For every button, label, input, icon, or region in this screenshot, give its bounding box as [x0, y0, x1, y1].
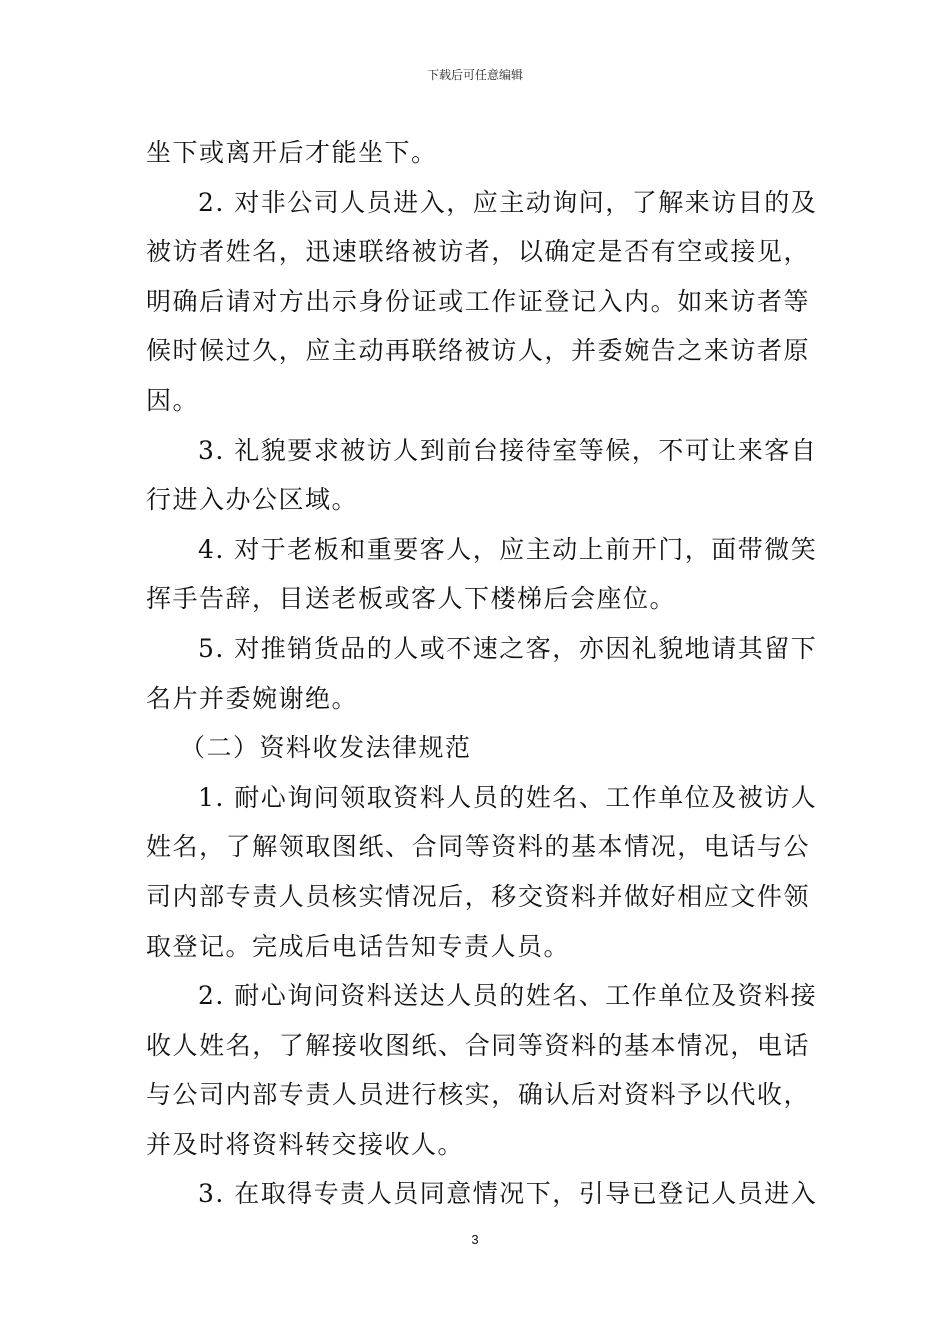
text-line: 与公司内部专责人员进行核实，确认后对资料予以代收， [146, 1080, 810, 1110]
text-line: 姓名，了解领取图纸、合同等资料的基本情况，电话与公 [146, 832, 810, 862]
text-line: 挥手告辞，目送老板或客人下楼梯后会座位。 [146, 584, 677, 614]
section-heading: （二）资料收发法律规范 [180, 733, 472, 763]
text-line: 被访者姓名，迅速联络被访者，以确定是否有空或接见， [146, 237, 810, 267]
text-line: 司内部专责人员核实情况后，移交资料并做好相应文件领 [146, 881, 810, 911]
document-body [146, 128, 818, 1219]
page-header-note: 下载后可任意编辑 [426, 68, 523, 82]
text-line: 4. 对于老板和重要客人，应主动上前开门，面带微笑 [198, 534, 818, 564]
text-line: 3. 礼貌要求被访人到前台接待室等候，不可让来客自 [198, 435, 818, 465]
text-line: 2. 对非公司人员进入，应主动询问，了解来访目的及 [198, 187, 818, 217]
text-line: 2. 耐心询问资料送达人员的姓名、工作单位及资料接 [198, 981, 818, 1011]
text-line: 取登记。完成后电话告知专责人员。 [146, 931, 571, 961]
text-line: 1. 耐心询问领取资料人员的姓名、工作单位及被访人 [198, 782, 818, 812]
text-line: 收人姓名，了解接收图纸、合同等资料的基本情况，电话 [146, 1030, 810, 1060]
text-line: 因。 [146, 385, 200, 415]
page-number: 3 [471, 1232, 479, 1247]
text-line: 坐下或离开后才能坐下。 [146, 138, 438, 167]
text-line: 5. 对推销货品的人或不速之客，亦因礼貌地请其留下 [198, 633, 818, 663]
text-line: 并及时将资料转交接收人。 [146, 1129, 465, 1159]
text-line: 名片并委婉谢绝。 [146, 683, 359, 713]
text-line: 候时候过久，应主动再联络被访人，并委婉告之来访者原 [146, 336, 810, 366]
text-line: 明确后请对方出示身份证或工作证登记入内。如来访者等 [146, 286, 810, 316]
text-line: 3. 在取得专责人员同意情况下，引导已登记人员进入 [198, 1179, 818, 1209]
text-line: 行进入办公区域。 [146, 485, 359, 515]
